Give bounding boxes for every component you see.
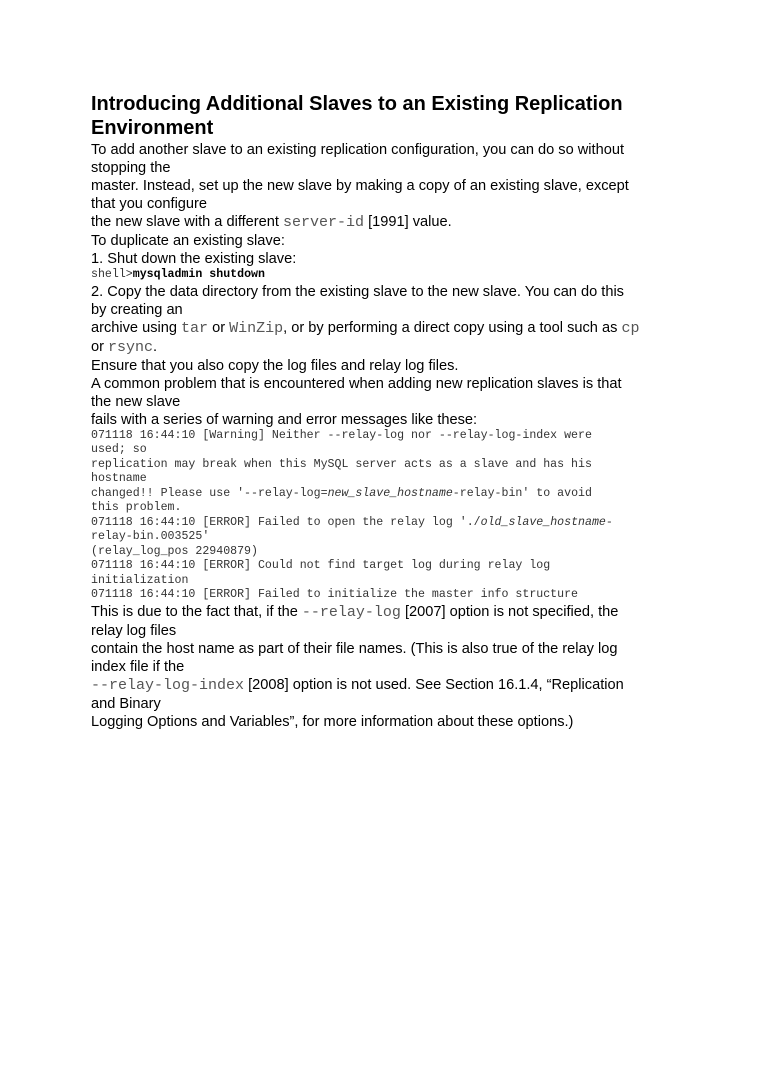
log-span: -relay-bin' to avoid bbox=[452, 486, 592, 500]
inline-code-tar: tar bbox=[181, 319, 209, 337]
text-line bbox=[91, 319, 676, 338]
log-line: 071118 16:44:10 [ERROR] Failed to initialize the master info structure bbox=[91, 588, 579, 601]
text-line: 2. Copy the data directory from the existing slave to the new slave. You can do this bbox=[91, 283, 624, 300]
log-line: used; so bbox=[91, 443, 147, 456]
shell-prompt: shell> bbox=[91, 268, 133, 281]
text-line: fails with a series of warning and error messages like these: bbox=[91, 411, 478, 428]
text-line: contain the host name as part of their file names. (This is also true of the relay log bbox=[91, 640, 618, 657]
text-span: [2008] option is not used. See Section 16.1.4, “Replication bbox=[244, 676, 624, 693]
log-line: relay-bin.003525' bbox=[91, 530, 210, 543]
section-title: Introducing Additional Slaves to an Existing Replication Environment bbox=[91, 93, 623, 139]
log-line: this problem. bbox=[91, 501, 182, 514]
text-line: To add another slave to an existing replication configuration, you can do so without bbox=[91, 142, 625, 158]
inline-code-relay-log-index: --relay-log-index bbox=[91, 676, 245, 694]
shell-command-text: mysqladmin shutdown bbox=[132, 268, 265, 281]
text-span: , or by performing a direct copy using a tool such as bbox=[283, 319, 622, 336]
log-span: changed!! Please use '--relay-log= bbox=[91, 486, 328, 500]
log-line: hostname bbox=[91, 472, 147, 485]
text-span: . bbox=[153, 338, 158, 355]
log-line: (relay_log_pos 22940879) bbox=[91, 544, 258, 558]
log-span: 071118 16:44:10 [ERROR] Failed to open the relay log './ bbox=[91, 515, 481, 529]
inline-code-cp: cp bbox=[621, 319, 640, 337]
inline-code-rsync: rsync bbox=[108, 338, 154, 356]
text-span: This is due to the fact that, if the bbox=[91, 603, 302, 620]
log-line: replication may break when this MySQL server acts as a slave and has his bbox=[91, 457, 592, 471]
inline-code-server-id: server-id bbox=[283, 214, 365, 231]
text-span: or bbox=[208, 319, 230, 336]
log-line bbox=[91, 487, 676, 502]
text-line: by creating an bbox=[91, 301, 183, 318]
step-1-label: 1. Shut down the existing slave: bbox=[91, 251, 297, 267]
log-placeholder: new_slave_hostname bbox=[327, 486, 453, 500]
log-line: 071118 16:44:10 [ERROR] Could not find target log during relay log bbox=[91, 559, 551, 572]
log-line: initialization bbox=[91, 573, 189, 587]
shell-command bbox=[91, 268, 676, 283]
explanation-paragraph bbox=[91, 603, 676, 731]
text-line: that you configure bbox=[91, 196, 208, 212]
text-line: relay log files bbox=[91, 622, 177, 639]
text-line: master. Instead, set up the new slave by making a copy of an existing slave, except bbox=[91, 178, 629, 194]
log-line: 071118 16:44:10 [Warning] Neither --relay-log nor --relay-log-index were bbox=[91, 428, 592, 442]
text-line: the new slave bbox=[91, 393, 181, 410]
log-span: - bbox=[605, 515, 613, 529]
text-line: index file if the bbox=[91, 658, 185, 675]
text-line bbox=[91, 676, 676, 695]
text-line bbox=[91, 213, 676, 232]
text-line: A common problem that is encountered when adding new replication slaves is that bbox=[91, 375, 622, 392]
text-span: or bbox=[91, 338, 109, 355]
step-2-paragraph bbox=[91, 283, 676, 357]
log-placeholder: old_slave_hostname bbox=[480, 515, 606, 529]
ensure-note: Ensure that you also copy the log files and relay log files. bbox=[91, 357, 459, 374]
duplicate-intro: To duplicate an existing slave: bbox=[91, 233, 285, 249]
text-span: [1991] value. bbox=[364, 214, 452, 230]
problem-paragraph bbox=[91, 375, 676, 429]
text-span: the new slave with a different bbox=[91, 214, 283, 230]
text-span: archive using bbox=[91, 319, 182, 336]
log-output-block bbox=[91, 429, 676, 603]
log-line bbox=[91, 516, 676, 531]
document-page bbox=[91, 92, 676, 731]
intro-paragraph bbox=[91, 141, 676, 232]
text-line bbox=[91, 338, 676, 357]
text-line: stopping the bbox=[91, 160, 171, 176]
text-line: and Binary bbox=[91, 695, 161, 712]
text-line bbox=[91, 603, 676, 622]
text-line: Logging Options and Variables”, for more information about these options.) bbox=[91, 713, 574, 730]
text-span: [2007] option is not specified, the bbox=[400, 603, 619, 620]
inline-code-relay-log: --relay-log bbox=[301, 603, 401, 621]
inline-code-winzip: WinZip bbox=[229, 319, 284, 337]
